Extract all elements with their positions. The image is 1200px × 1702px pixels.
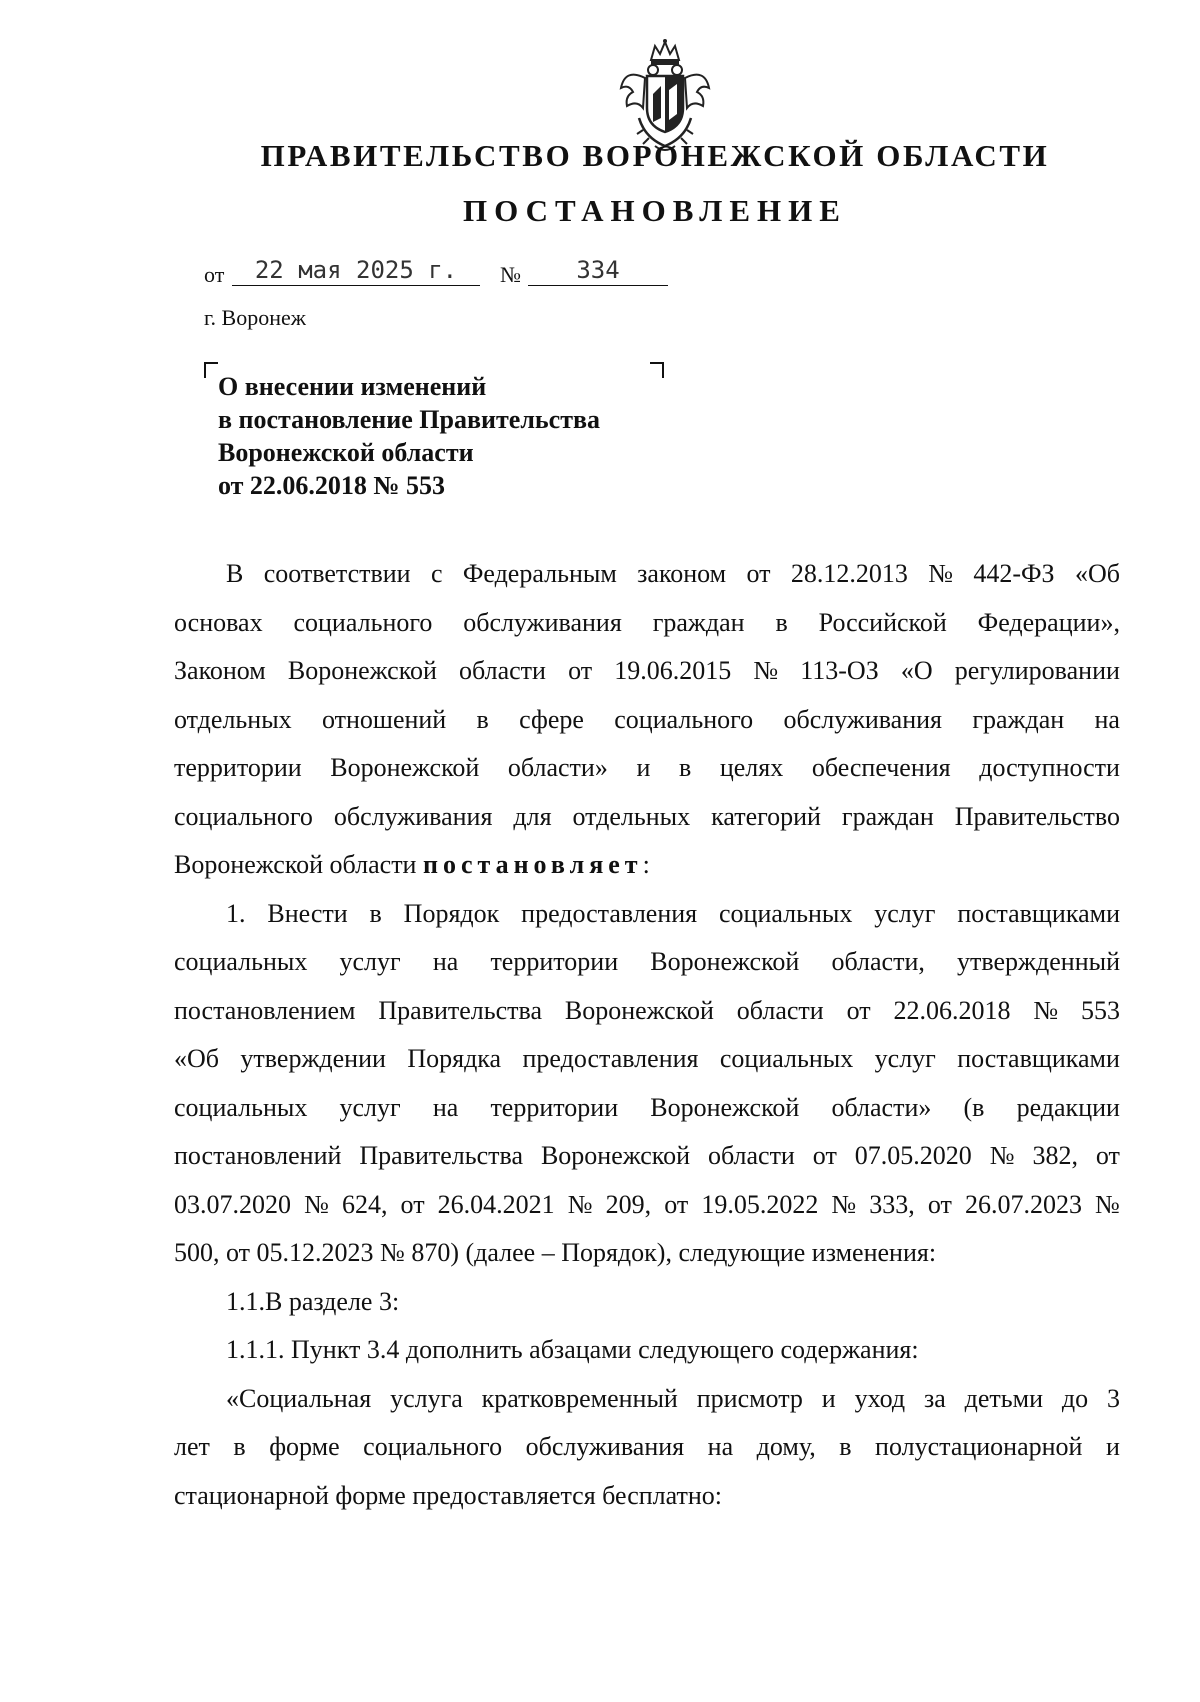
subject-corner-left xyxy=(204,362,218,378)
body-word: Федерации», xyxy=(977,607,1120,637)
body-word: Правительство xyxy=(954,801,1120,831)
body-word: от xyxy=(846,995,871,1025)
body-word: № xyxy=(989,1141,1015,1170)
body-word: «О xyxy=(900,656,933,685)
body-word: 624, xyxy=(341,1189,388,1219)
body-word: 07.05.2020 xyxy=(854,1141,972,1170)
body-word: от xyxy=(746,559,771,588)
body-word: регулировании xyxy=(954,656,1120,685)
body-word: от xyxy=(664,1189,689,1219)
body-word: № xyxy=(1095,1189,1120,1219)
body-word: услуг xyxy=(339,947,401,976)
government-title: ПРАВИТЕЛЬСТВО ВОРОНЕЖСКОЙ ОБЛАСТИ xyxy=(260,138,1050,173)
body-word: 442-ФЗ xyxy=(973,559,1055,588)
body-word: уход xyxy=(854,1383,906,1413)
body-word: основах xyxy=(174,607,263,637)
body-word: № xyxy=(753,656,779,685)
body-word: полустационарной xyxy=(875,1432,1083,1461)
document-number: 334 xyxy=(528,255,668,286)
body-word: лет xyxy=(174,1432,210,1461)
document-type: ПОСТАНОВЛЕНИЕ xyxy=(463,193,847,228)
body-word: в xyxy=(678,753,692,782)
body-word: 19.05.2022 xyxy=(701,1189,819,1219)
body-word: услуг xyxy=(874,1044,936,1073)
body-word: поставщиками xyxy=(957,1044,1120,1073)
body-text: : xyxy=(642,850,650,879)
body-word: области» xyxy=(507,753,608,782)
body-word: области xyxy=(459,656,546,685)
number-label: № xyxy=(500,262,521,287)
body-word: постановлений xyxy=(174,1141,342,1170)
body-word: 209, xyxy=(605,1189,652,1219)
body-word: 28.12.2013 xyxy=(790,559,908,588)
body-word: и xyxy=(821,1383,836,1413)
body-word: дому, xyxy=(756,1432,816,1461)
body-word: Воронежской xyxy=(650,947,800,976)
body-word: области xyxy=(736,995,824,1025)
body-word: социального xyxy=(363,1432,503,1461)
body-word: области» xyxy=(831,1092,932,1122)
body-word: кратковременный xyxy=(481,1383,678,1413)
body-word: Внести xyxy=(267,898,348,928)
body-word: 553 xyxy=(1080,995,1120,1025)
body-word: Порядок xyxy=(403,898,500,928)
body-line xyxy=(174,1132,1120,1181)
body-word: обслуживания xyxy=(525,1432,685,1461)
body-word: граждан xyxy=(841,801,934,831)
body-word: от xyxy=(568,656,593,685)
body-word: граждан xyxy=(972,704,1065,734)
body-word: 03.07.2020 xyxy=(174,1189,291,1219)
body-line xyxy=(174,550,1120,599)
body-word: 19.06.2015 xyxy=(614,656,732,685)
body-word: отдельных xyxy=(572,801,691,831)
body-line xyxy=(174,1229,1120,1278)
body-word: № xyxy=(928,559,954,588)
body-word: доступности xyxy=(979,753,1120,782)
body-word: присмотр xyxy=(696,1383,803,1413)
body-word: социальных xyxy=(719,898,853,928)
body-word: редакции xyxy=(1016,1092,1120,1122)
document-body xyxy=(174,550,1120,1520)
body-word: Правительства xyxy=(359,1141,523,1170)
emphasis-text: постановляет xyxy=(422,850,643,879)
body-word: «Об xyxy=(1074,559,1120,588)
body-word: (в xyxy=(963,1092,985,1122)
body-word: законом xyxy=(637,559,727,588)
body-word: на xyxy=(707,1432,734,1461)
body-word: № xyxy=(567,1189,593,1219)
body-word: отдельных xyxy=(174,704,292,734)
body-word: форме xyxy=(269,1432,340,1461)
body-word: соответствии xyxy=(263,559,411,588)
body-word: 1. xyxy=(226,898,246,928)
body-word: услуг xyxy=(339,1092,401,1122)
body-word: отношений xyxy=(321,704,447,734)
body-word: за xyxy=(923,1383,946,1413)
body-line xyxy=(174,696,1120,745)
body-word: и xyxy=(636,753,651,782)
dateline xyxy=(204,258,664,292)
body-word: категорий xyxy=(711,801,821,831)
body-word: от xyxy=(812,1141,837,1170)
body-line xyxy=(174,793,1120,842)
subject-line: от 22.06.2018 № 553 xyxy=(218,471,446,500)
body-word: детьми xyxy=(964,1383,1043,1413)
subject-line: в постановление Правительства xyxy=(218,405,601,434)
body-word: 22.06.2018 xyxy=(893,995,1011,1025)
body-word: № xyxy=(831,1189,857,1219)
body-line xyxy=(174,987,1120,1036)
body-line xyxy=(174,841,1120,890)
body-word: в xyxy=(839,1432,852,1461)
body-word: социального xyxy=(174,801,313,831)
body-word: утвержденный xyxy=(957,947,1120,976)
document-date: 22 мая 2025 г. xyxy=(232,255,480,286)
body-word: территории xyxy=(490,1092,619,1122)
body-word: услуг xyxy=(874,898,936,928)
body-word: от xyxy=(400,1189,425,1219)
city-name: г. Воронеж xyxy=(204,305,306,330)
body-word: для xyxy=(513,801,552,831)
body-word: Воронежской xyxy=(287,656,437,685)
body-text: 500, от 05.12.2023 № 870) (далее – Порядок), следующие изменения: xyxy=(174,1238,937,1267)
body-word: области xyxy=(707,1141,795,1170)
body-word: сфере xyxy=(519,704,584,734)
body-line xyxy=(174,1472,1120,1521)
body-word: 382, xyxy=(1032,1141,1078,1170)
body-word: Федеральным xyxy=(462,559,617,588)
subject-corner-right xyxy=(650,362,664,378)
body-word: 26.04.2021 xyxy=(437,1189,555,1219)
body-word: обеспечения xyxy=(811,753,951,782)
body-word: № xyxy=(1033,995,1059,1025)
body-word: 3 xyxy=(1106,1383,1120,1413)
body-text: стационарной форме предоставляется бесплатно: xyxy=(174,1480,723,1510)
body-word: на xyxy=(1094,704,1120,734)
body-word: и xyxy=(1105,1432,1120,1461)
body-word: предоставления xyxy=(522,1044,699,1073)
body-text: 1.1.В разделе 3: xyxy=(226,1286,400,1316)
body-word: с xyxy=(430,559,443,588)
body-word: в xyxy=(476,704,489,734)
body-word: территории xyxy=(490,947,619,976)
body-line xyxy=(174,1084,1120,1133)
body-word: социального xyxy=(614,704,754,734)
body-word: Законом xyxy=(174,656,266,685)
subject-line: О внесении изменений xyxy=(218,372,487,401)
body-line xyxy=(174,890,1120,939)
body-word: Российской xyxy=(818,607,947,637)
body-word: предоставления xyxy=(521,898,698,928)
body-word: социальных xyxy=(174,947,308,976)
body-word: поставщиками xyxy=(957,898,1120,928)
body-line xyxy=(174,1423,1120,1472)
body-line xyxy=(174,1278,1120,1327)
body-word: постановлением xyxy=(174,995,356,1025)
body-word: на xyxy=(432,1092,459,1122)
body-word: Воронежской xyxy=(650,1092,800,1122)
body-word: В xyxy=(226,559,244,588)
body-line xyxy=(174,1035,1120,1084)
body-word: Воронежской xyxy=(540,1141,690,1170)
date-from-label: от xyxy=(204,262,225,287)
body-word: граждан xyxy=(652,607,745,637)
body-word: Порядка xyxy=(407,1044,502,1073)
body-word: территории xyxy=(174,753,302,782)
body-word: социальных xyxy=(174,1092,308,1122)
body-word: Правительства xyxy=(378,995,542,1025)
body-word: Воронежской xyxy=(564,995,714,1025)
document-subject xyxy=(218,370,600,502)
body-word: 26.07.2023 xyxy=(964,1189,1082,1219)
body-word: целях xyxy=(719,753,784,782)
body-word: «Об xyxy=(174,1044,220,1073)
body-word: № xyxy=(304,1189,329,1219)
body-word: услуга xyxy=(390,1383,463,1413)
body-word: области, xyxy=(831,947,925,976)
body-word: до xyxy=(1061,1383,1089,1413)
subject-line: Воронежской области xyxy=(218,438,474,467)
body-line xyxy=(174,1375,1120,1424)
body-text: 1.1.1. Пункт 3.4 дополнить абзацами следующего содержания: xyxy=(226,1335,919,1364)
body-word: обслуживания xyxy=(333,801,493,831)
body-line xyxy=(174,599,1120,648)
body-word: социальных xyxy=(719,1044,854,1073)
body-word: 333, xyxy=(869,1189,915,1219)
body-word: обслуживания xyxy=(463,607,622,637)
body-line xyxy=(174,744,1120,793)
body-word: «Социальная xyxy=(226,1383,372,1413)
body-word: на xyxy=(432,947,459,976)
body-word: социального xyxy=(293,607,433,637)
body-word: в xyxy=(233,1432,246,1461)
body-line xyxy=(174,1181,1120,1230)
body-word: 113-ОЗ xyxy=(800,656,879,685)
body-line xyxy=(174,1326,1120,1375)
body-word: Воронежской xyxy=(330,753,480,782)
body-word: от xyxy=(1095,1141,1120,1170)
body-word: утверждении xyxy=(240,1044,386,1073)
body-word: в xyxy=(775,607,788,637)
body-word: от xyxy=(927,1189,952,1219)
body-word: в xyxy=(369,898,382,928)
body-line xyxy=(174,647,1120,696)
body-word: обслуживания xyxy=(783,704,943,734)
body-line xyxy=(174,938,1120,987)
body-text: Воронежской области xyxy=(174,850,417,879)
